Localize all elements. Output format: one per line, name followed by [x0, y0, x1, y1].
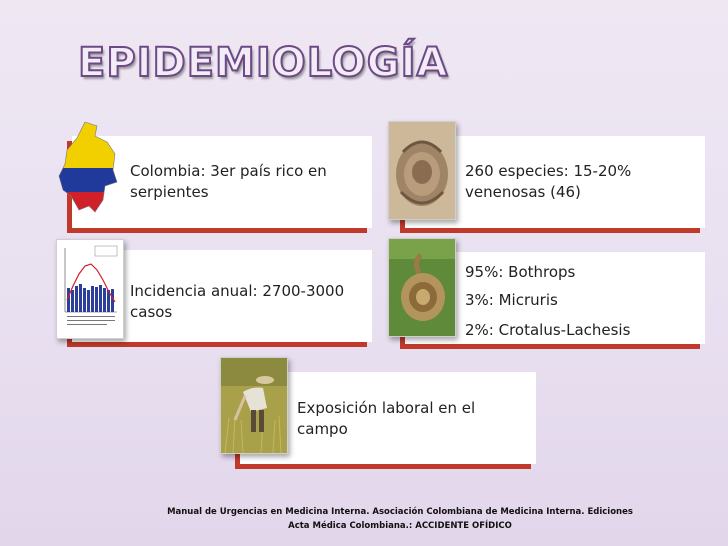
rattlesnake-image — [388, 238, 456, 337]
climate-chart-image — [56, 239, 124, 339]
card-incidence-text: Incidencia anual: 2700-3000 casos — [130, 282, 345, 321]
card-genera-line-3: 2%: Crotalus-Lachesis — [465, 321, 631, 339]
card-colombia-text: Colombia: 3er país rico en serpientes — [130, 162, 327, 201]
card-genera-line-2: 3%: Micruris — [465, 291, 558, 309]
snake-coiled-image — [388, 121, 456, 220]
footer-line-1: Manual de Urgencias en Medicina Interna. Asociación Colombiana de Medicina Interna. Ediciones — [167, 507, 633, 517]
card-exposure-text: Exposición laboral en el campo — [297, 399, 476, 438]
colombia-map-image — [55, 120, 121, 215]
footer-line-2: Acta Médica Colombiana.: ACCIDENTE OFÍDICO — [288, 521, 512, 531]
card-genera-line-1: 95%: Bothrops — [465, 263, 576, 281]
slide-title: EPIDEMIOLOGÍA — [78, 40, 449, 86]
footer-citation — [150, 505, 650, 533]
farmer-field-image — [220, 357, 288, 454]
card-species-text: 260 especies: 15-20% venenosas (46) — [465, 162, 632, 201]
